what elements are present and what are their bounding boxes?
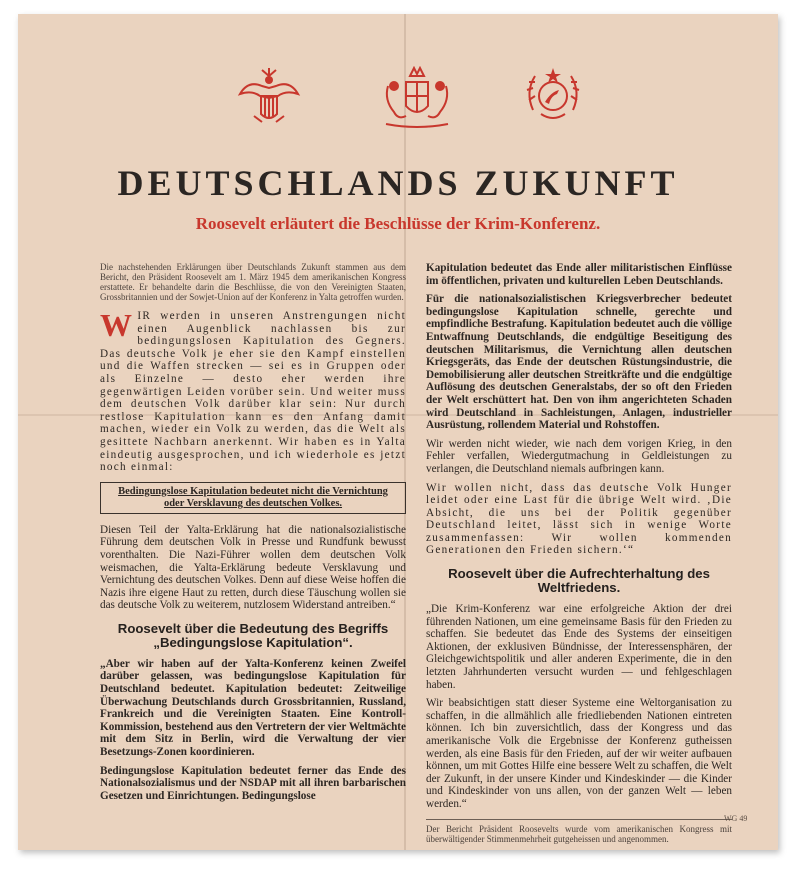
paragraph-world-organisation: Wir beabsichtigen statt dieser Systeme eine Weltorganisation zu schaffen, in die allmählich alle friedliebenden Nationen eintreten können. Ich bin zuversichtlich, dass der Kongress und das amerikanische Volk die Ergebnisse der Konferenz gutheissen werden, als eine Basis für den Frieden, auf der wir weiter aufbauen können, um mit Gottes Hilfe eine bessere Welt zu schaffen, die Welt der Zukunft, in der unsere Kinder und Kindeskinder — die Kinder und Kindeskinder von uns allen, von der ganzen Welt — leben werden.“ — [426, 697, 732, 810]
paragraph-end-of-nsdap: Bedingungslose Kapitulation bedeutet ferner das Ende des Nationalsozialismus und der NSDAP mit all ihren barbarischen Gesetzen und Einrichtungen. Bedingungslose — [100, 764, 406, 802]
paragraph-reparations: Wir werden nicht wieder, wie nach dem vorigen Krieg, in den Fehler verfallen, Wiedergutmachung in Geldleistungen zu verlangen, die Deutschland niemals aufbringen kann. — [426, 437, 732, 475]
paragraph-capitulation-meaning: „Aber wir haben auf der Yalta-Konferenz keinen Zweifel darüber gelassen, was bedingungslose Kapitulation für Deutschland bedeutet. Kapitulation bedeutet: Zeitweilige Überwachung Deutschlands durch Grossbritannien, Russland, Frankreich und die Vereinigten Staaten. Eine Kontroll-Kommission, bestehend aus den Vertretern der vier Weltmächte mit dem Sitz in Berlin, wird die Verwaltung der vier Besetzungs-Zonen koordinieren. — [100, 657, 406, 759]
drop-cap: W — [100, 307, 134, 343]
footer-note: Der Bericht Präsident Roosevelts wurde vom amerikanischen Kongress mit überwältigender Stimmenmehrheit gutgeheissen und angenommen. — [426, 819, 732, 845]
paragraph-crimea-conference: „Die Krim-Konferenz war eine erfolgreiche Aktion der drei führenden Nationen, um eine gemeinsame Basis für den Frieden zu schaffen. Sie bedeutet das Ende des Systems der einseitigen Aktionen, der exklusiven Bündnisse, der Interessensphären, der Gleichgewichtspolitik und aller anderen Experimente, die in den letzten Jahrhunderten versucht wurden — und fehlgeschlagen haben. — [426, 603, 732, 691]
document-title: DEUTSCHLANDS ZUKUNFT — [117, 163, 679, 203]
section-heading-capitulation: Roosevelt über die Bedeutung des Begriffs „Bedingungslose Kapitulation“. — [117, 620, 389, 650]
paragraph-end-militarism: Kapitulation bedeutet das Ende aller militaristischen Einflüsse im öffentlichen, privaten und kulturellen Leben Deutschlands. — [426, 262, 732, 287]
paragraph-no-hunger: Wir wollen nicht, dass das deutsche Volk Hunger leidet oder eine Last für die übrige Welt wird. ‚Die Absicht, die uns bei der Politik gegenüber Deutschland leitet, lässt sich in wenige Worte zusammenfassen: Wir wollen kommenden Generationen den Frieden sichern.‘“ — [426, 481, 732, 557]
us-eagle-crest-icon — [234, 66, 304, 128]
document-subtitle: Roosevelt erläutert die Beschlüsse der Krim-Konferenz. — [195, 214, 601, 233]
opening-paragraph-text: IR werden in unseren Anstrengungen nicht einen Augenblick nachlassen bis zur bedingungslosen Kapitulation des Gegners. Das deutsche Volk je eher sie den Kampf einstellen und die Waffen strecken — sei es in Gruppen oder als Einzelne — desto eher werden ihre gegenwärtigen Leiden vorüber sein. Und weiter muss dem deutschen Volk darüber klar sein: Nur durch restlose Kapitulation kann es den Anfang damit machen, wieder ein Volk zu werden, das die Welt als gesittete Nachbarn anerkennt. Wir haben es in Yalta eindeutig ausgesprochen, und ich wiederhole es jetzt noch einmal: — [100, 310, 406, 474]
opening-paragraph — [100, 307, 406, 474]
print-code: WG 49 — [724, 814, 748, 823]
paragraph-war-criminals: Für die nationalsozialistischen Kriegsverbrecher bedeutet bedingungslose Kapitulation schnelle, gerechte und empfindliche Bestrafung. Kapitulation bedeutet auch die völlige Entwaffnung Deutschlands, die endgültige Beseitigung des deutschen Militarismus, die Vernichtung allen deutschen Kriegsgeräts, das Ende der deutschen Rüstungsindustrie, die Demobilisierung aller deutschen Streitkräfte und die endgültige Auflösung des deutschen Generalstabs, der so oft den Frieden der Welt erschüttert hat. Den von ihm angerichteten Schaden wird Deutschland in Sachleistungen, Anlagen, industrieller Ausrüstung, rollendem Material und Rohstoffen. — [426, 293, 732, 432]
right-column — [426, 262, 732, 845]
leaflet-sheet — [18, 14, 778, 850]
boxed-statement: Bedingungslose Kapitulation bedeutet nicht die Vernichtung oder Versklavung des deutschen Volkes. — [100, 482, 406, 514]
paragraph-yalta-declaration: Diesen Teil der Yalta-Erklärung hat die nationalsozialistische Führung dem deutschen Volk in Presse und Rundfunk bewusst vorenthalten. Die Nazi-Führer wollen dem deutschen Volk weismachen, die Yalta-Erklärung bedeute Versklavung und Vernichtung des deutschen Volkes. Denn auf diese Weise hoffen die Nazis ihre eigene Haut zu retten, durch diese Täuschung wollen sie das deutsche Volk zu weiterem, nutzlosem Widerstand antreiben.“ — [100, 523, 406, 612]
intro-paragraph: Die nachstehenden Erklärungen über Deutschlands Zukunft stammen aus dem Bericht, den Präsident Roosevelt am 1. März 1945 dem amerikanischen Kongress erstattete. Er behandelte darin die Beschlüsse, die von den Vereinigten Staaten, Grossbritannien und der Sowjet-Union auf der Konferenz in Yalta getroffen wurden. — [100, 262, 406, 302]
uk-royal-arms-icon — [376, 66, 458, 132]
section-heading-world-peace: Roosevelt über die Aufrechterhaltung des Weltfriedens. — [448, 566, 710, 596]
soviet-emblem-icon — [521, 66, 585, 128]
left-column — [100, 262, 406, 808]
crest-row — [18, 66, 778, 146]
